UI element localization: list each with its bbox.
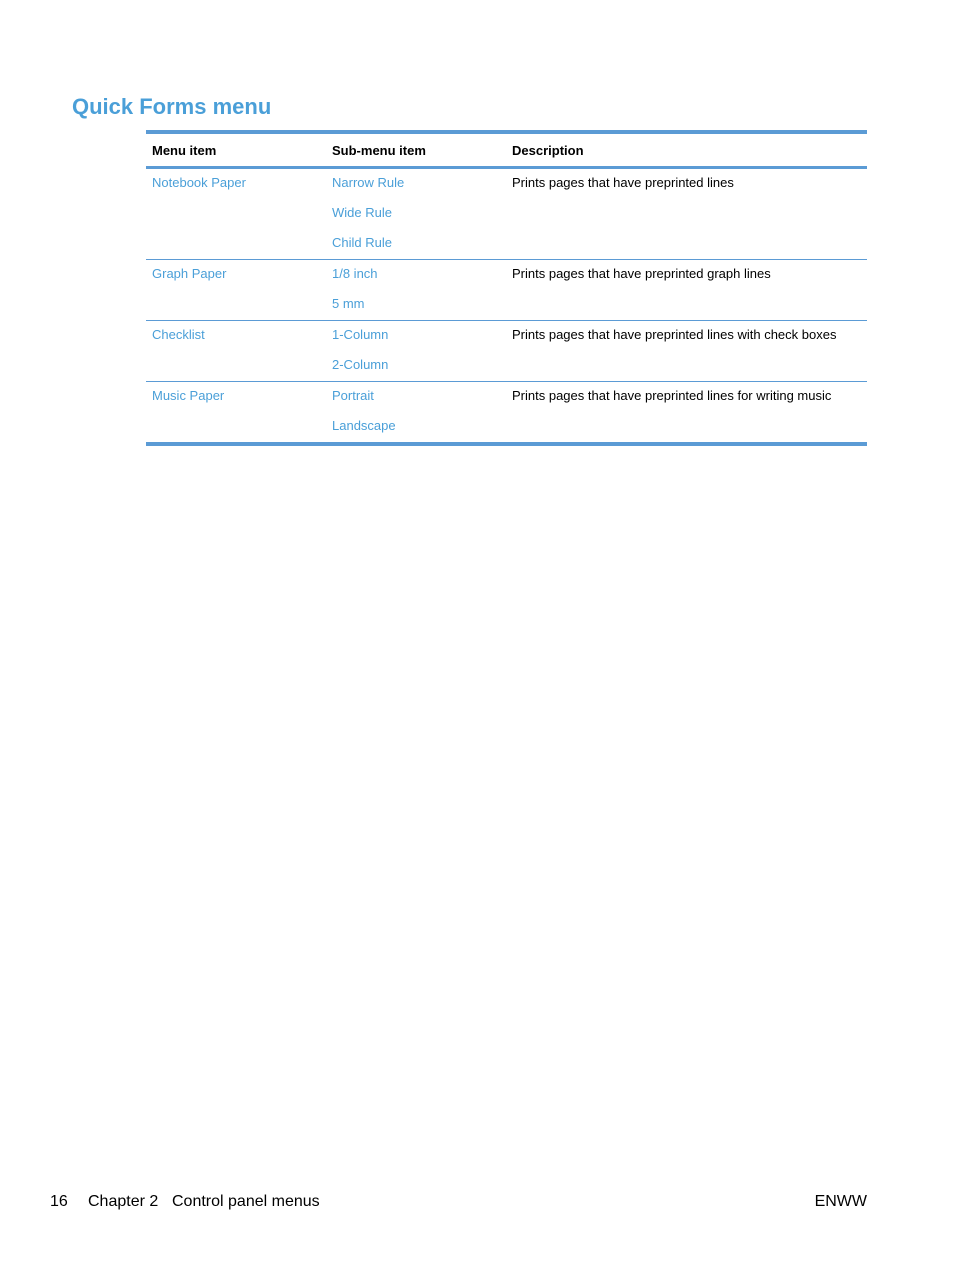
- table-row: [146, 321, 867, 382]
- menu-item-link[interactable]: Checklist: [152, 327, 205, 342]
- page-title: Quick Forms menu: [72, 94, 272, 119]
- sub-menu-cell: [326, 382, 506, 445]
- sub-menu-link[interactable]: Wide Rule: [332, 205, 392, 220]
- page-number: 16: [50, 1193, 68, 1210]
- sub-menu-link[interactable]: Portrait: [332, 388, 374, 403]
- menu-item-cell: [146, 321, 326, 382]
- menu-item-link[interactable]: Music Paper: [152, 388, 225, 403]
- header-sub-menu-item: Sub-menu item: [326, 132, 506, 168]
- sub-menu-list: [332, 266, 500, 312]
- table-row: [146, 260, 867, 321]
- menu-item-cell: [146, 260, 326, 321]
- description-text: Prints pages that have preprinted graph lines: [512, 266, 771, 281]
- description-text: Prints pages that have preprinted lines: [512, 175, 734, 190]
- menu-item-cell: [146, 382, 326, 445]
- menu-item-cell: [146, 168, 326, 260]
- sub-menu-cell: [326, 168, 506, 260]
- sub-menu-cell: [326, 260, 506, 321]
- description-text: Prints pages that have preprinted lines with check boxes: [512, 327, 837, 342]
- quick-forms-table: [146, 130, 867, 446]
- description-cell: [506, 382, 867, 445]
- chapter-label: Chapter 2: [88, 1193, 159, 1210]
- header-description: Description: [506, 132, 867, 168]
- menu-item-link[interactable]: Graph Paper: [152, 266, 227, 281]
- sub-menu-list: [332, 327, 500, 373]
- table-row: [146, 382, 867, 445]
- sub-menu-link[interactable]: Child Rule: [332, 235, 392, 250]
- sub-menu-link[interactable]: Landscape: [332, 418, 396, 433]
- sub-menu-link[interactable]: 1-Column: [332, 327, 389, 342]
- description-cell: [506, 321, 867, 382]
- description-cell: [506, 168, 867, 260]
- description-cell: [506, 260, 867, 321]
- locale-code: ENWW: [814, 1193, 867, 1210]
- description-text: Prints pages that have preprinted lines for writing music: [512, 388, 832, 403]
- sub-menu-link[interactable]: 2-Column: [332, 357, 389, 372]
- sub-menu-link[interactable]: 5 mm: [332, 296, 365, 311]
- header-menu-item: Menu item: [146, 132, 326, 168]
- sub-menu-link[interactable]: Narrow Rule: [332, 175, 405, 190]
- menu-item-link[interactable]: Notebook Paper: [152, 175, 246, 190]
- sub-menu-list: [332, 388, 500, 434]
- sub-menu-link[interactable]: 1/8 inch: [332, 266, 378, 281]
- sub-menu-cell: [326, 321, 506, 382]
- table-row: [146, 168, 867, 260]
- table-header-row: [146, 132, 867, 168]
- sub-menu-list: [332, 175, 500, 251]
- section-label: Control panel menus: [172, 1193, 320, 1210]
